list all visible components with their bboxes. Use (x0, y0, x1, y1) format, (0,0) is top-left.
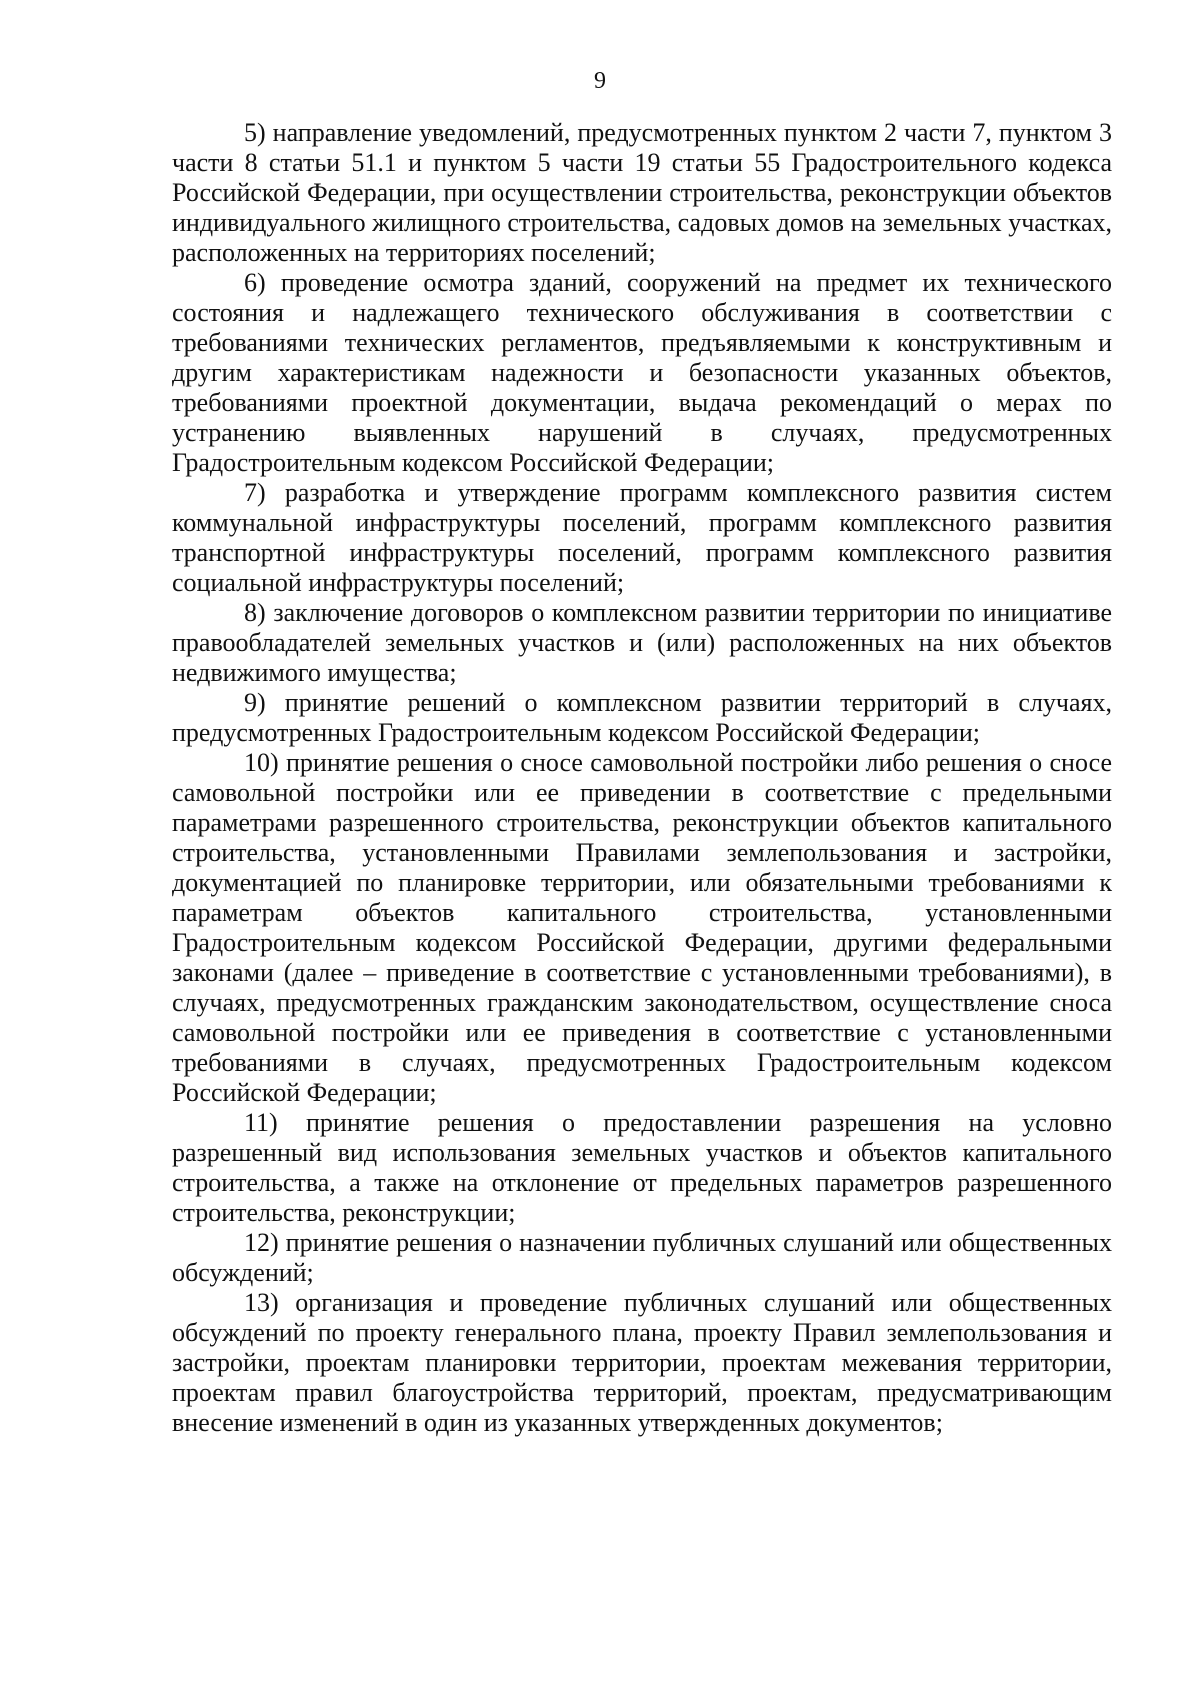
list-item: 13) организация и проведение публичных слушаний или общественных обсуждений по проекту генерального плана, проекту Правил землепользования и застройки, проектам планировки территории, проектам межевания территории, проектам правил благоустройства территорий, проектам, предусматривающим внесение изменений в один из указанных утвержденных документов; (172, 1288, 1112, 1437)
list-item: 11) принятие решения о предоставлении разрешения на условно разрешенный вид использования земельных участков и объектов капитального строительства, а также на отклонение от предельных параметров разрешенного строительства, реконструкции; (172, 1108, 1112, 1227)
list-item: 7) разработка и утверждение программ комплексного развития систем коммунальной инфраструктуры поселений, программ комплексного развития транспортной инфраструктуры поселений, программ комплексного развития социальной инфраструктуры поселений; (172, 478, 1112, 597)
list-item: 12) принятие решения о назначении публичных слушаний или общественных обсуждений; (172, 1228, 1112, 1287)
page-number: 9 (594, 68, 606, 94)
document-body (172, 118, 1112, 1438)
list-item: 9) принятие решений о комплексном развитии территорий в случаях, предусмотренных Градостроительным кодексом Российской Федерации; (172, 688, 1112, 747)
list-item: 8) заключение договоров о комплексном развитии территории по инициативе правообладателей земельных участков и (или) расположенных на них объектов недвижимого имущества; (172, 598, 1112, 687)
list-item: 10) принятие решения о сносе самовольной постройки либо решения о сносе самовольной постройки или ее приведении в соответствие с предельными параметрами разрешенного строительства, реконструкции объектов капитального строительства, установленными Правилами землепользования и застройки, документацией по планировке территории, или обязательными требованиями к параметрам объектов капитального строительства, установленными Градостроительным кодексом Российской Федерации, другими федеральными законами (далее – приведение в соответствие с установленными требованиями), в случаях, предусмотренных гражданским законодательством, осуществление сноса самовольной постройки или ее приведения в соответствие с установленными требованиями в случаях, предусмотренных Градостроительным кодексом Российской Федерации; (172, 748, 1112, 1107)
list-item: 6) проведение осмотра зданий, сооружений на предмет их технического состояния и надлежащего технического обслуживания в соответствии с требованиями технических регламентов, предъявляемыми к конструктивным и другим характеристикам надежности и безопасности указанных объектов, требованиями проектной документации, выдача рекомендаций о мерах по устранению выявленных нарушений в случаях, предусмотренных Градостроительным кодексом Российской Федерации; (172, 268, 1112, 477)
list-item: 5) направление уведомлений, предусмотренных пунктом 2 части 7, пунктом 3 части 8 статьи 51.1 и пунктом 5 части 19 статьи 55 Градостроительного кодекса Российской Федерации, при осуществлении строительства, реконструкции объектов индивидуального жилищного строительства, садовых домов на земельных участках, расположенных на территориях поселений; (172, 118, 1112, 267)
